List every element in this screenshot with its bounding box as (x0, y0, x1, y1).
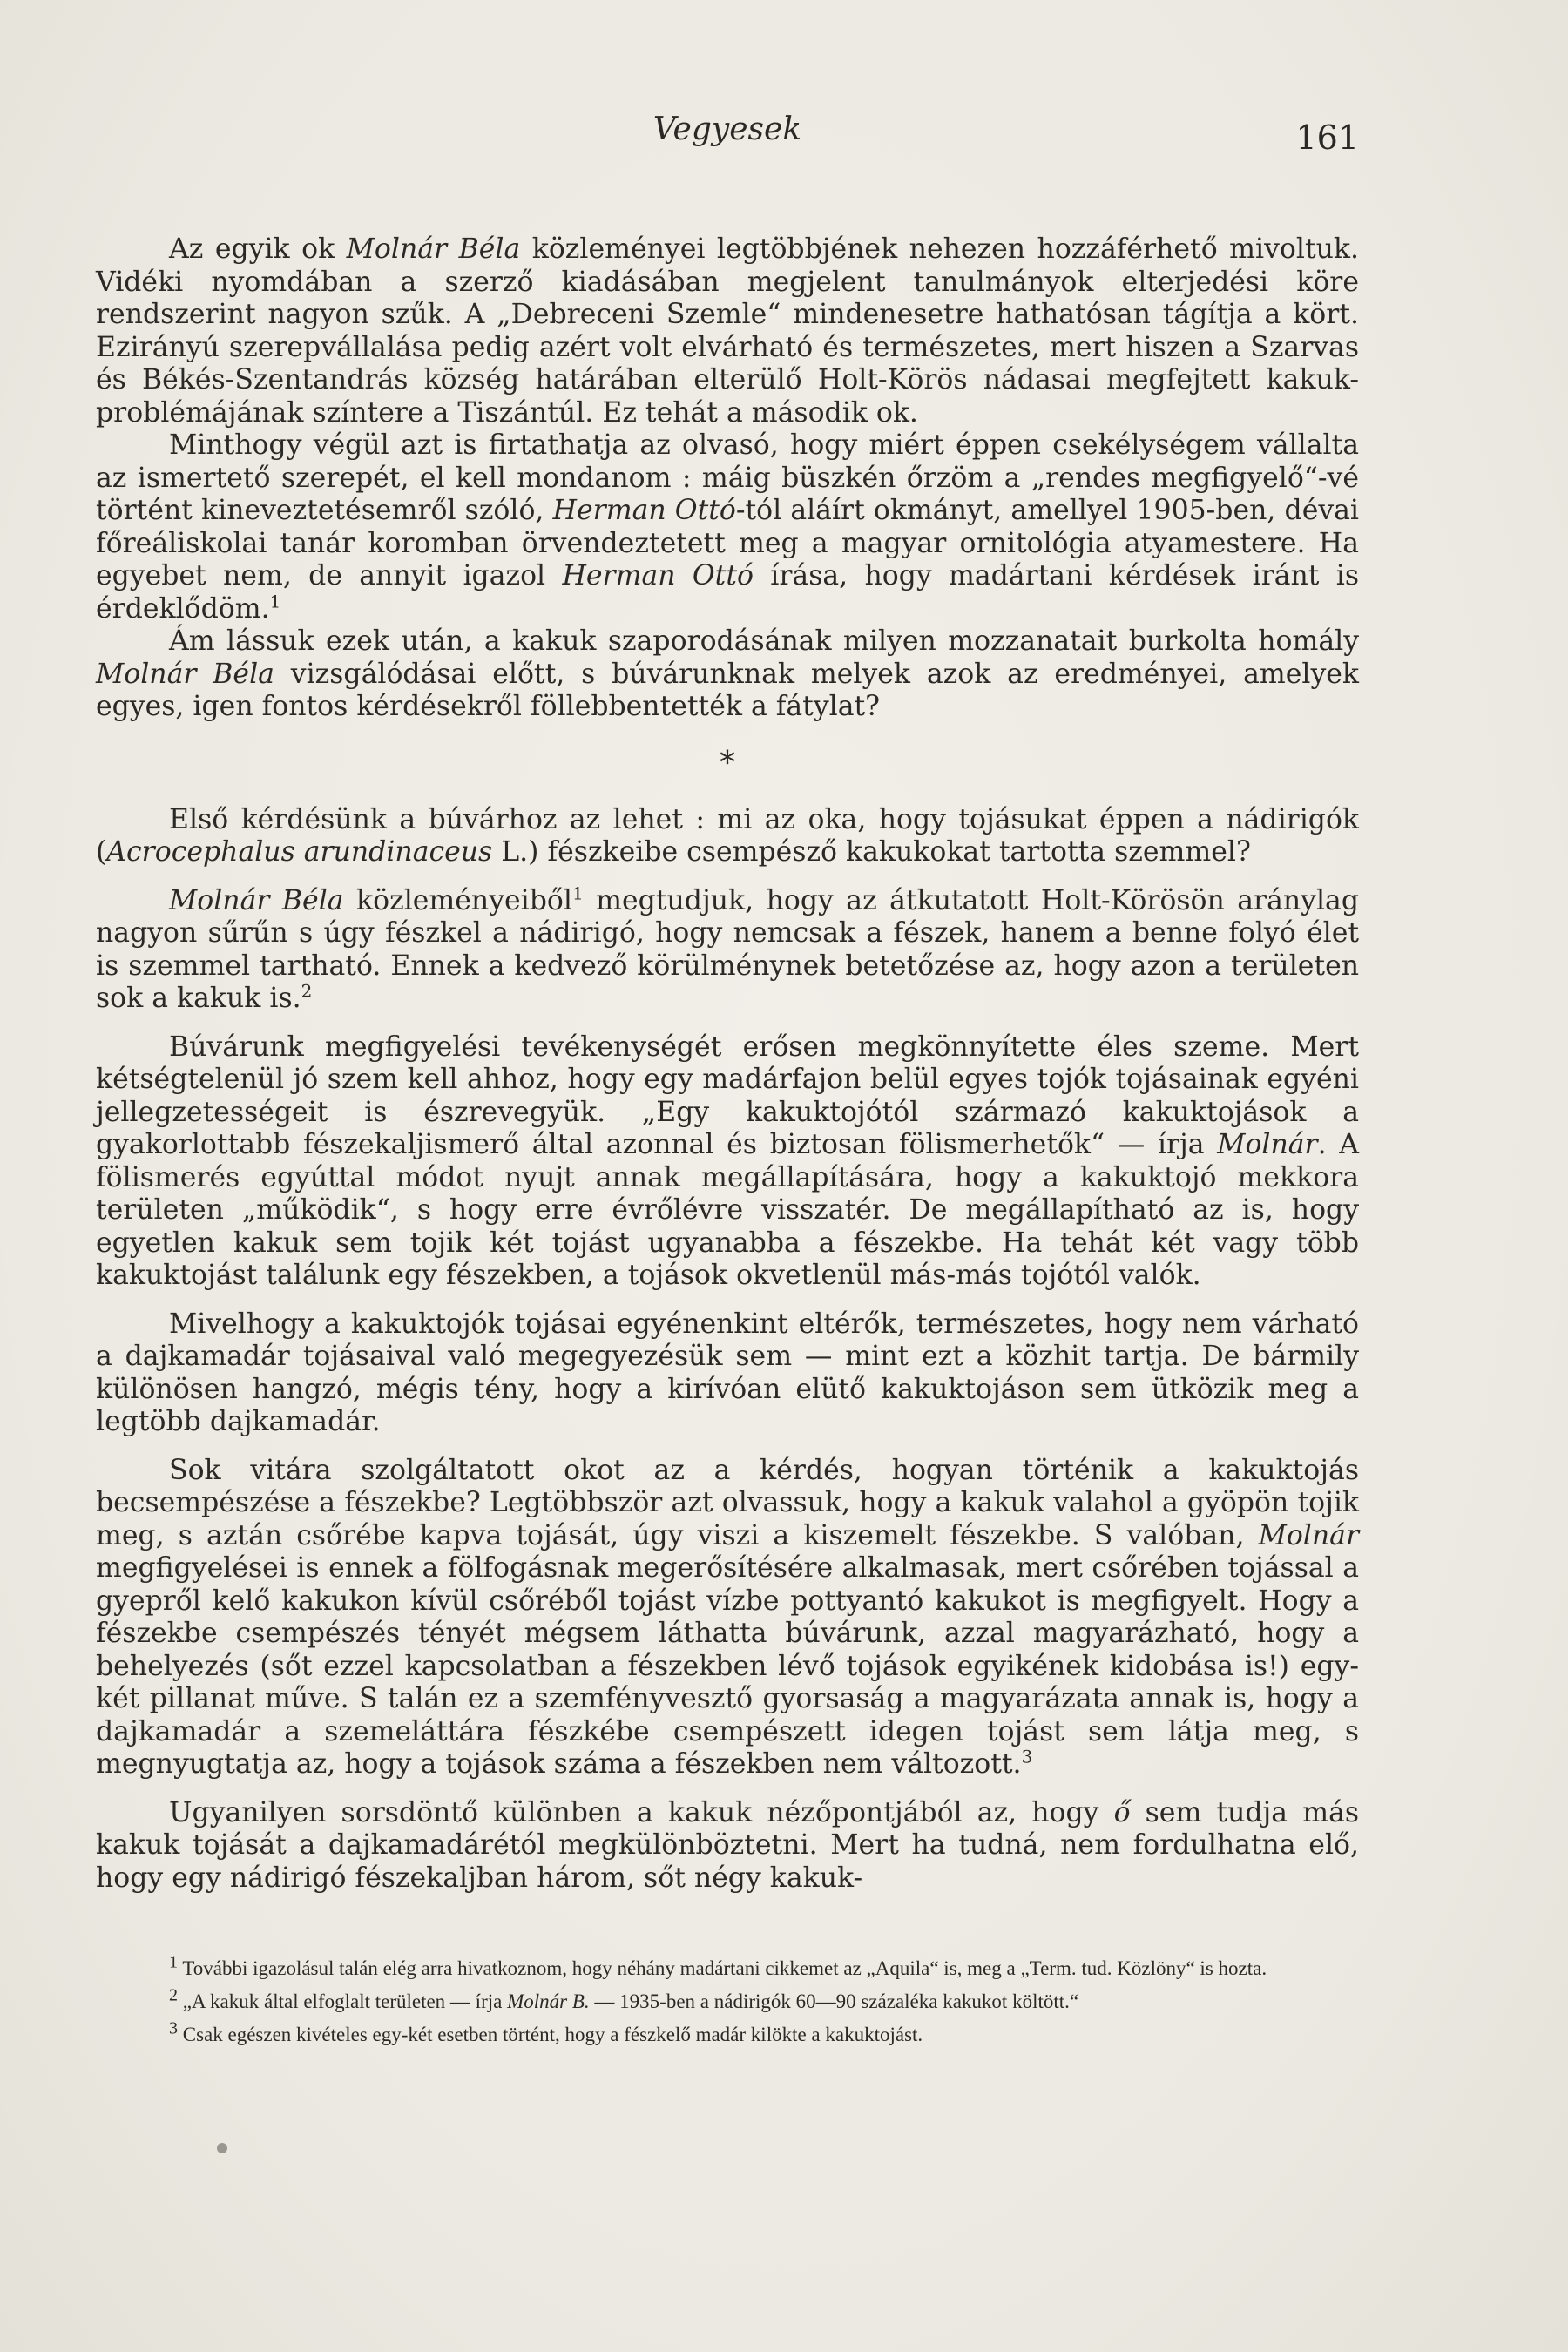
page-header (96, 112, 1359, 164)
footnote: 2 „A kakuk által elfoglalt területen — írja Molnár B. — 1935-ben a nádirigók 60—90 százaléka kakukot költött.“ (169, 1985, 1079, 2012)
paragraph: Sok vitára szolgáltatott okot az a kérdés, hogyan történik a kakuktojás becsempészése a fészekbe? Legtöbbször azt olvassuk, hogy a kakuk valahol a gyöpön tojik meg, s aztán csőrébe kapva tojását, úgy viszi a kiszemelt fészekbe. S valóban, Molnár megfigyelései is ennek a fölfogásnak megerősítésére alkalmasak, mert csőrében tojással a gyepről kelő kakukon kívül csőréből tojást vízbe pottyantó kakukot is megfigyelt. Hogy a fészekbe csempészés tényét mégsem láthatta búvárunk, azzal magyarázható, hogy a behelyezés (sőt ezzel kapcsolatban a fészekben lévő tojások egyikének kidobása is!) egy-két pillanat műve. S talán ez a szemfényvesztő gyorsaság a magyarázata annak is, hogy a dajkamadár a szemeláttára fészkébe csempészett idegen tojást sem látja meg, s megnyugtatja az, hogy a tojások száma a fészekben nem változott.$^3$ (96, 1454, 1359, 1780)
paragraph: Ám lássuk ezek után, a kakuk szaporodásának milyen mozzanatait burkolta homály Molnár Béla vizsgálódásai előtt, s búvárunknak melyek azok az eredményei, amelyek egyes, igen fontos kérdésekről föllebbentették a fátylat? (96, 625, 1359, 722)
author-name: Molnár Béla (96, 658, 274, 690)
author-name: Herman Ottó (552, 495, 736, 526)
author-name: Molnár Béla (169, 884, 344, 916)
author-name: Molnár (1217, 1129, 1318, 1160)
section-separator: * (720, 745, 735, 781)
running-title: Vegyesek (652, 112, 802, 147)
paragraph: Ugyanilyen sorsdöntő különben a kakuk nézőpontjából az, hogy ő sem tudja más kakuk tojását a dajkamadárétól megkülönböztetni. Mert ha tudná, nem fordulhatna elő, hogy egy nádirigó fészekaljban három, sőt négy kakuk- (96, 1796, 1360, 1894)
author-name: Herman Ottó (562, 560, 754, 591)
paragraph: Molnár Béla közleményeiből$^1$ megtudjuk, hogy az átkutatott Holt-Körösön aránylag nagyon sűrűn s úgy fészkel a nádirigó, hogy nemcsak a fészek, hanem a benne folyó élet is szemmel tartható. Ennek a kedvező körülménynek betetőzése az, hogy azon a területen sok a kakuk is.$^2$ (96, 882, 1359, 1014)
footnote: 3 Csak egészen kivételes egy-két esetben történt, hogy a fészkelő madár kilökte a kakuktojást. (169, 2018, 923, 2045)
emphasis: ő (1113, 1796, 1131, 1828)
footnote-ref: 3 (1021, 1746, 1033, 1767)
paragraph: Az egyik ok Molnár Béla közleményei legtöbbjének nehezen hozzáférhető mivoltuk. Vidéki nyomdában a szerző kiadásában megjelent tanulmányok elterjedési köre rendszerint nagyon szűk. A „Debreceni Szemle“ mindenesetre hathatósan tágítja a kört. Ezirányú szerepvállalása pedig azért volt elvárható és természetes, mert hiszen a Szarvas és Békés-Szentandrás község határában elterülő Holt-Körös nádasai megfejtett kakuk-problémájának színtere a Tiszántúl. Ez tehát a második ok. (96, 233, 1360, 429)
species-name: Acrocephalus arundinaceus (106, 836, 493, 868)
footnote-number: 2 (169, 1985, 178, 2005)
page-number: 161 (1295, 118, 1359, 157)
author-name: Molnár (1258, 1519, 1359, 1551)
body-text (96, 233, 1359, 1895)
ink-spot (217, 2143, 227, 2153)
footnote-ref: 2 (301, 980, 313, 1002)
paragraph: Mivelhogy a kakuktojók tojásai egyénenkint eltérők, természetes, hogy nem várható a dajkamadár tojásaival való megegyezésük sem — mint ezt a közhit tartja. De bármily különösen hangzó, mégis tény, hogy a kirívóan elütő kakuktojáson sem ütközik meg a legtöbb dajkamadár. (96, 1308, 1359, 1437)
paragraph: Minthogy végül azt is firtathatja az olvasó, hogy miért éppen csekélységem vállalta az ismertető szerepét, el kell mondanom : máig büszkén őrzöm a „rendes megfigyelő“-vé történt kineveztetésemről szóló, Herman Ottó-tól aláírt okmányt, amellyel 1905-ben, dévai főreáliskolai tanár koromban örvendeztetett meg a magyar ornitológia atyamestere. Ha egyebet nem, de annyit igazol Herman Ottó írása, hogy madártani kérdések iránt is érdeklődöm.$^1$ (96, 429, 1359, 625)
footnote-number: 3 (169, 2018, 178, 2038)
footnote: 1 További igazolásul talán elég arra hivatkoznom, hogy néhány madártani cikkemet az „Aquila“ is, meg a „Term. tud. Közlöny“ is hozta. (169, 1952, 1267, 1979)
author-name: Molnár Béla (346, 233, 521, 265)
paragraph: Búvárunk megfigyelési tevékenységét erősen megkönnyítette éles szeme. Mert kétségtelenül jó szem kell ahhoz, hogy egy madárfajon belül egyes tojók tojásainak egyéni jellegzetességeit is észrevegyük. „Egy kakuktojótól származó kakuktojások a gyakorlottabb fészekaljismerő által azonnal és biztosan fölismerhetők“ — írja Molnár. A fölismerés egyúttal módot nyujt annak megállapítására, hogy a kakuktojó mekkora területen „működik“, s hogy erre évrőlévre visszatér. De megállapítható az is, hogy egyetlen kakuk sem tojik két tojást ugyanabba a fészekbe. Ha tehát két vagy több kakuktojást találunk egy fészekben, a tojások okvetlenül más-más tojótól valók. (96, 1031, 1359, 1291)
footnotes (169, 1952, 1345, 2055)
footnote-number: 1 (169, 1952, 178, 1972)
paragraph: Első kérdésünk a búvárhoz az lehet : mi az oka, hogy tojásukat éppen a nádirigók (Acrocephalus arundinaceus L.) fészkeibe csempésző kakukokat tartotta szemmel? (96, 803, 1359, 868)
footnote-ref: 1 (571, 882, 584, 903)
author-name: Molnár B. (507, 1990, 590, 2012)
footnote-ref: 1 (269, 591, 281, 612)
